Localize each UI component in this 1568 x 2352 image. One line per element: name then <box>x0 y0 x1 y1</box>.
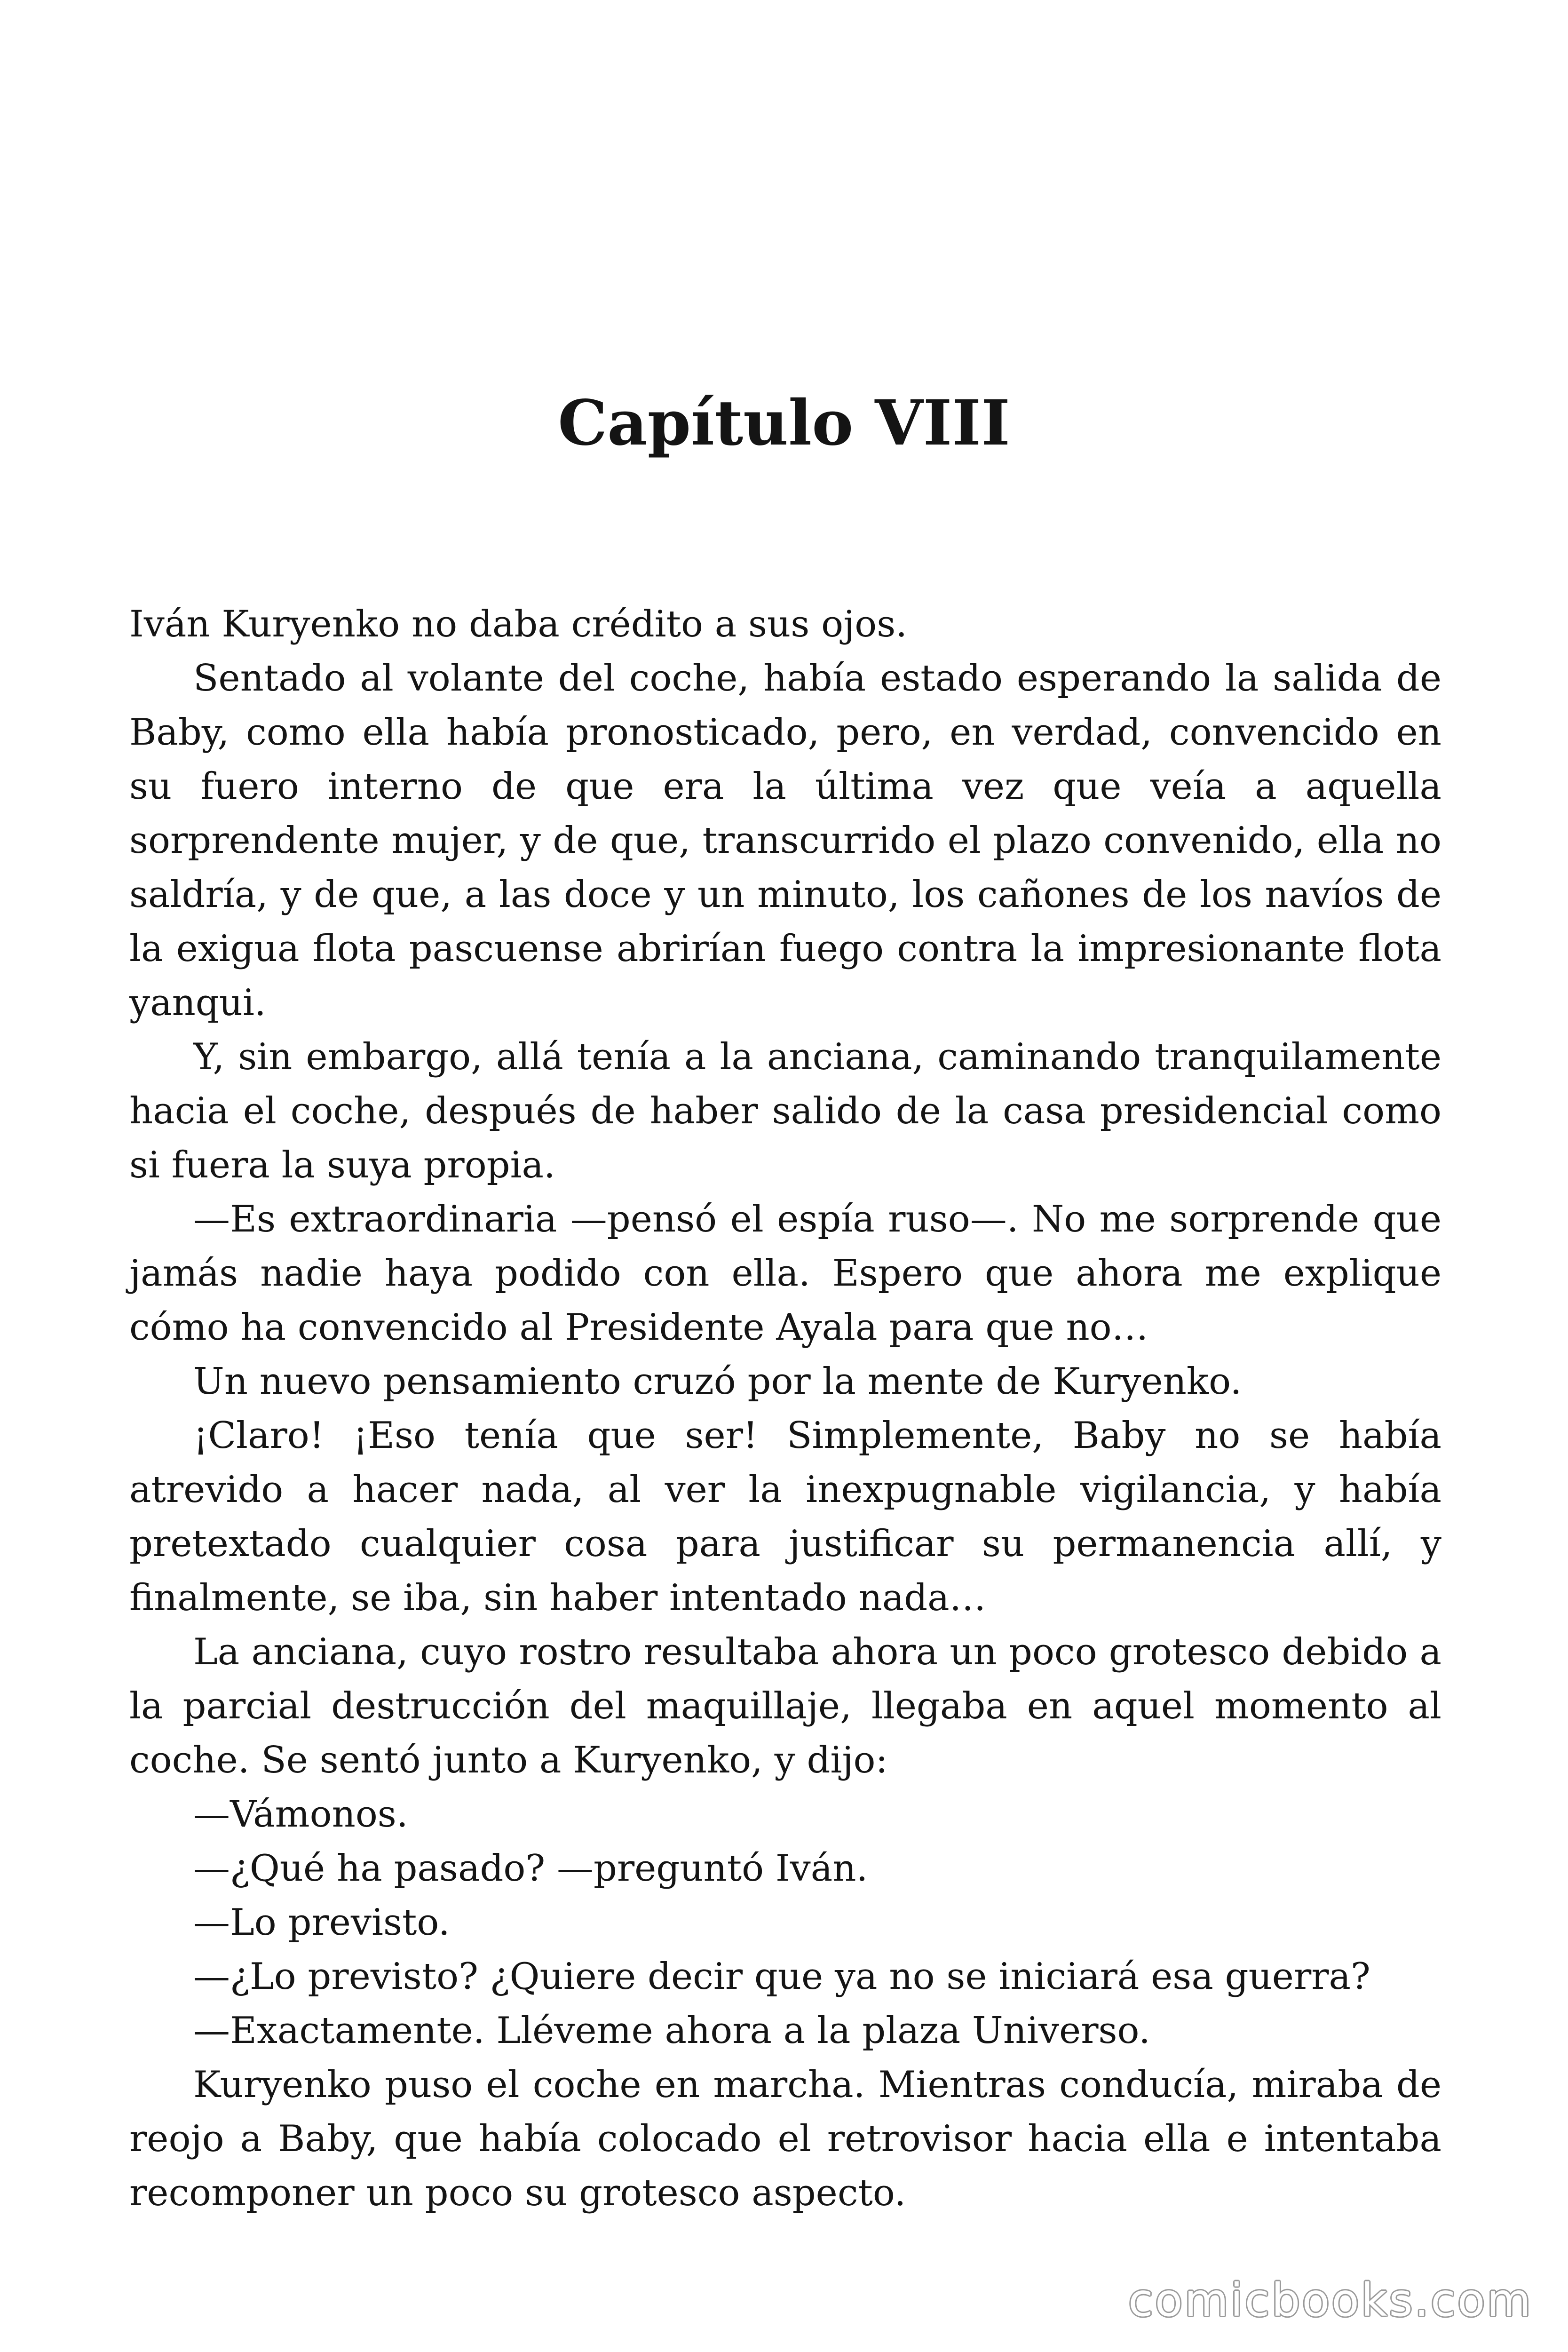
paragraph: ¡Claro! ¡Eso tenía que ser! Simplemente, Baby no se había atrevido a hacer nada, al ver la inexpugnable vigilancia, y había pretextado cualquier cosa para justificar su permanencia allí, y finalmente, se iba, sin haber intentado nada… <box>129 1414 1441 1619</box>
watermark: comicbooks.com <box>1128 2274 1533 2327</box>
paragraph: —¿Qué ha pasado? —preguntó Iván. <box>193 1847 868 1890</box>
paragraph: —Vámonos. <box>193 1793 408 1836</box>
paragraph: —¿Lo previsto? ¿Quiere decir que ya no se iniciará esa guerra? <box>193 1955 1370 1998</box>
paragraph: Iván Kuryenko no daba crédito a sus ojos. <box>129 603 908 645</box>
paragraph: —Exactamente. Lléveme ahora a la plaza Universo. <box>193 2010 1150 2052</box>
paragraph: —Es extraordinaria —pensó el espía ruso—. No me sorprende que jamás nadie haya podido con ella. Espero que ahora me explique cómo ha convencido al Presidente Ayala para que no… <box>129 1198 1441 1349</box>
paragraph: Sentado al volante del coche, había estado esperando la salida de Baby, como ella había pronosticado, pero, en verdad, convencido en su fuero interno de que era la última vez que veía a aquella sorprendente mujer, y de que, transcurrido el plazo convenido, ella no saldría, y de que, a las doce y un minuto, los cañones de los navíos de la exigua flota pascuense abrirían fuego contra la impresionante flota yanqui. <box>129 657 1441 1024</box>
chapter-body <box>129 597 1441 2220</box>
paragraph: —Lo previsto. <box>193 1901 450 1944</box>
paragraph: Un nuevo pensamiento cruzó por la mente de Kuryenko. <box>193 1360 1242 1403</box>
paragraph: La anciana, cuyo rostro resultaba ahora un poco grotesco debido a la parcial destrucción del maquillaje, llegaba en aquel momento al coche. Se sentó junto a Kuryenko, y dijo: <box>129 1631 1441 1781</box>
paragraph: Kuryenko puso el coche en marcha. Mientras conducía, miraba de reojo a Baby, que había colocado el retrovisor hacia ella e intentaba recomponer un poco su grotesco aspecto. <box>129 2064 1441 2214</box>
paragraph: Y, sin embargo, allá tenía a la anciana, caminando tranquilamente hacia el coche, después de haber salido de la casa presidencial como si fuera la suya propia. <box>129 1036 1441 1186</box>
chapter-title: Capítulo VIII <box>558 387 1010 460</box>
